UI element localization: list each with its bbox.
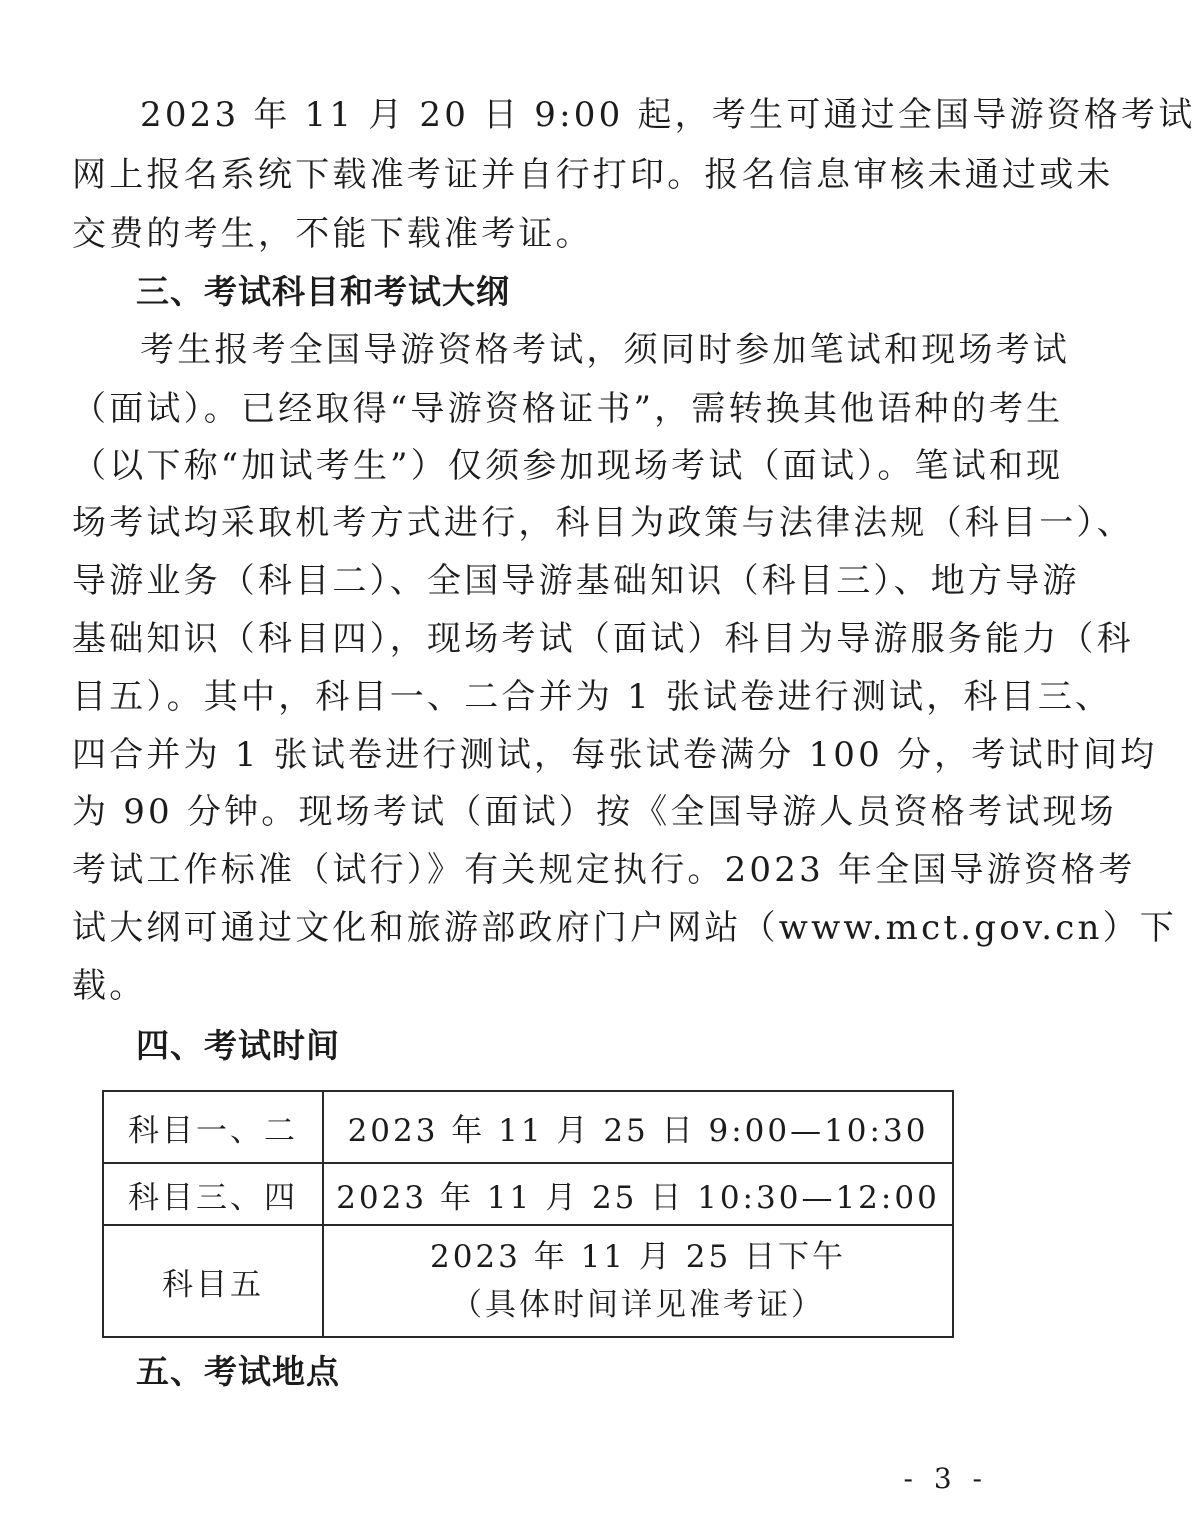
subject-cell: 科目三、四: [103, 1163, 323, 1225]
paragraph-line: 场考试均采取机考方式进行，科目为政策与法律法规（科目一）、: [72, 503, 1134, 543]
table-row: [103, 1163, 953, 1225]
paragraph-line: （以下称“加试考生”）仅须参加现场考试（面试）。笔试和现: [72, 446, 1064, 486]
time-cell: 2023 年 11 月 25 日 9:00—10:30: [323, 1091, 953, 1163]
paragraph-line: 导游业务（科目二）、全国导游基础知识（科目三）、地方导游: [72, 561, 1080, 601]
paragraph-line: 为 90 分钟。现场考试（面试）按《全国导游人员资格考试现场: [72, 792, 1117, 832]
paragraph-line: 基础知识（科目四），现场考试（面试）科目为导游服务能力（科: [72, 619, 1134, 659]
subject-cell: 科目五: [103, 1225, 323, 1337]
page-number: - 3 -: [903, 1462, 988, 1495]
time-text: 2023 年 11 月 25 日下午: [429, 1239, 847, 1275]
table-row: [103, 1225, 953, 1337]
section-heading: 五、考试地点: [136, 1352, 340, 1391]
paragraph-line: 载。: [72, 966, 147, 1006]
paragraph-line: 网上报名系统下载准考证并自行打印。报名信息审核未通过或未: [72, 155, 1114, 195]
time-cell: 2023 年 11 月 25 日 10:30—12:00: [323, 1163, 953, 1225]
paragraph-line: 试大纲可通过文化和旅游部政府门户网站（www.mct.gov.cn）下: [72, 908, 1177, 948]
section-heading: 四、考试时间: [136, 1026, 340, 1065]
paragraph-line: 2023 年 11 月 20 日 9:00 起，考生可通过全国导游资格考试: [140, 95, 1195, 135]
paragraph-line: 目五）。其中，科目一、二合并为 1 张试卷进行测试，科目三、: [72, 677, 1113, 717]
paragraph-line: 考试工作标准（试行）》有关规定执行。2023 年全国导游资格考: [72, 850, 1136, 890]
table-row: [103, 1091, 953, 1163]
paragraph-line: 考生报考全国导游资格考试，须同时参加笔试和现场考试: [140, 330, 1070, 370]
paragraph-line: 交费的考生，不能下载准考证。: [72, 214, 593, 254]
section-heading: 三、考试科目和考试大纲: [136, 272, 510, 311]
paragraph-line: 四合并为 1 张试卷进行测试，每张试卷满分 100 分，考试时间均: [72, 735, 1158, 775]
time-cell: [323, 1225, 953, 1337]
subject-cell: 科目一、二: [103, 1091, 323, 1163]
exam-schedule-table: [102, 1090, 954, 1338]
paragraph-line: （面试）。已经取得“导游资格证书”，需转换其他语种的考生: [72, 389, 1064, 429]
time-note: （具体时间详见准考证）: [451, 1287, 825, 1323]
